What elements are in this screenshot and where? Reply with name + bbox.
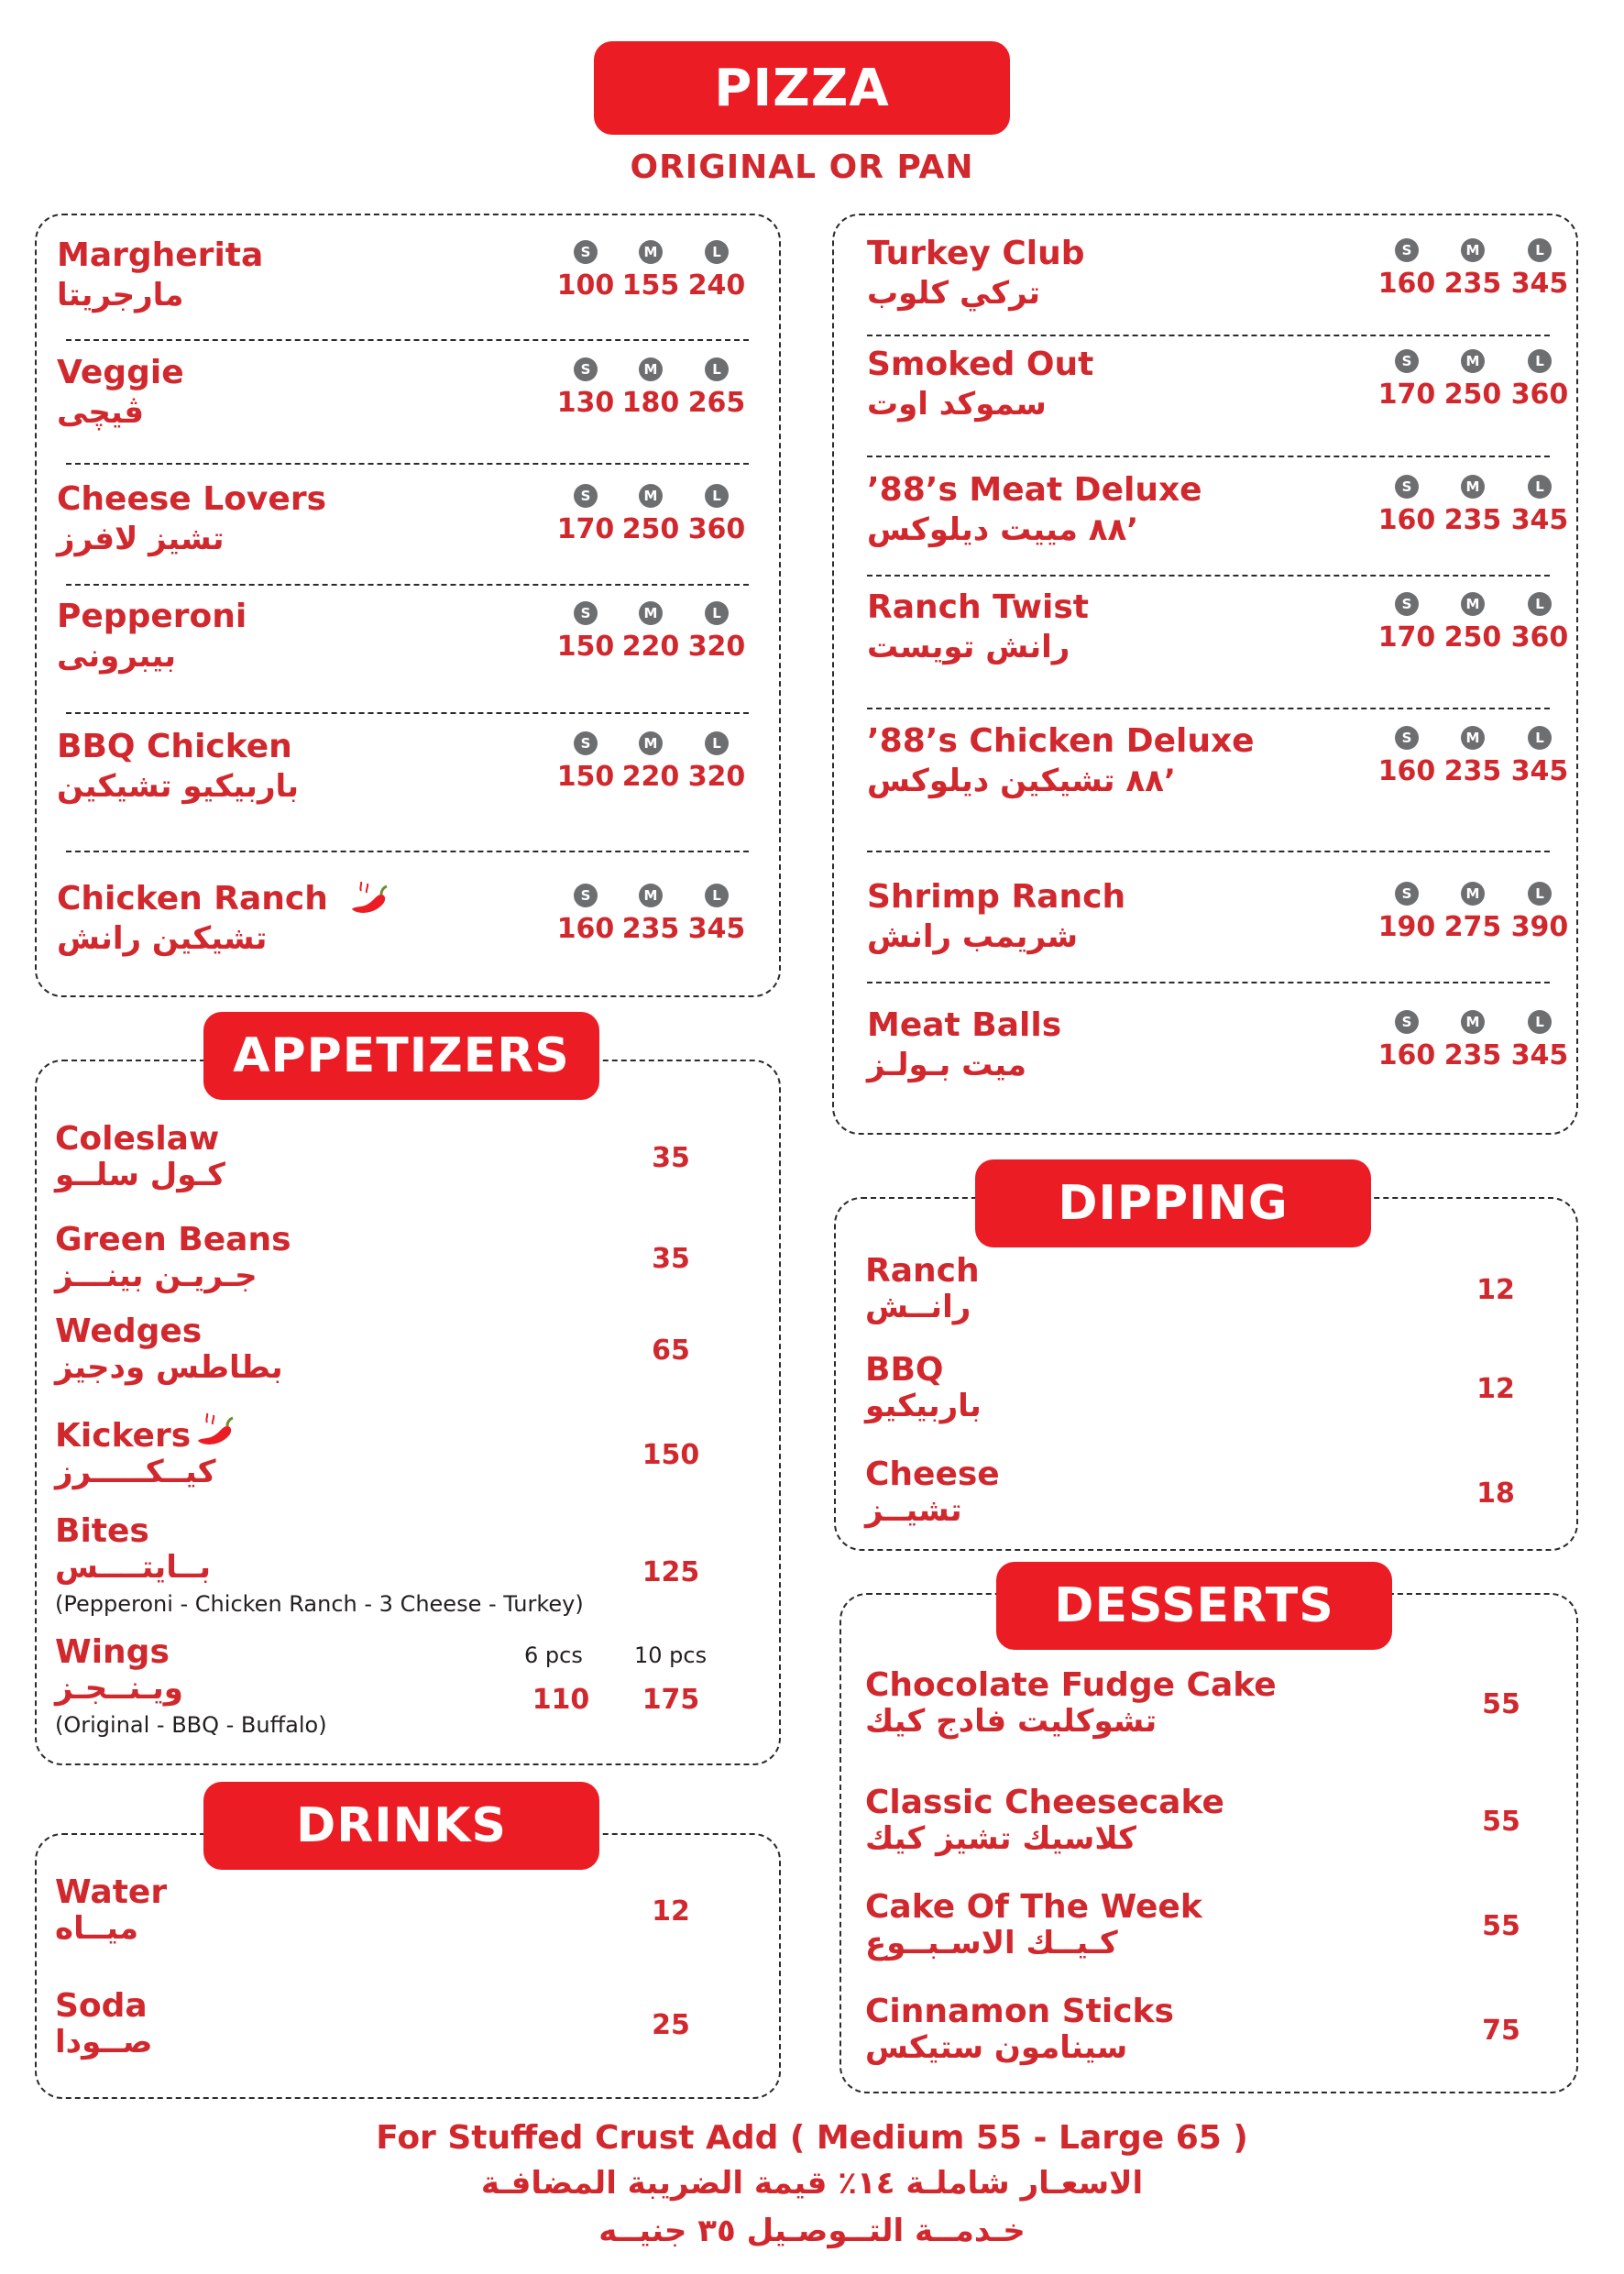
pizza-name-ar: ميت بـولـز [867, 1047, 1027, 1083]
pizza-name-ar: شريمب رانش [867, 918, 1079, 955]
wings-name-en: Wings [55, 1633, 170, 1671]
size-badge-l: L [1528, 1010, 1552, 1034]
dashed-divider [867, 335, 1550, 336]
size-badge-l: L [1528, 882, 1552, 906]
pizza-subtitle: ORIGINAL OR PAN [630, 148, 974, 186]
appetizers-name-ar: بطاطس ودجيز [55, 1349, 283, 1386]
dipping-name-en: BBQ [865, 1351, 944, 1389]
footer-delivery-note: خـدمــة التــوصـيل ٣٥ جنيــه [598, 2213, 1026, 2249]
appetizers-name-en: Coleslaw [55, 1120, 220, 1158]
pizza-price-s: 160 [1377, 268, 1436, 300]
drinks-name-ar: ميــاه [55, 1910, 139, 1947]
pizza-name-ar: ڤيچى [57, 394, 145, 431]
appetizers-name-ar: كيــكـــــرز [55, 1454, 216, 1490]
pizza-price-s: 160 [1377, 1039, 1436, 1071]
appetizers-price: 35 [652, 1243, 690, 1275]
chili-pepper-icon [194, 1413, 235, 1450]
desserts-price: 55 [1482, 1688, 1520, 1720]
desserts-name-ar: كلاسيك تشيز كيك [865, 1820, 1136, 1857]
dashed-divider [867, 982, 1550, 983]
desserts-price: 75 [1482, 2015, 1520, 2047]
pizza-name-ar: سموكد اوت [867, 386, 1047, 423]
dashed-divider [66, 339, 749, 341]
pizza-price-m: 250 [1443, 379, 1502, 411]
pizza-price-s: 160 [1377, 504, 1436, 536]
appetizers-price: 65 [652, 1335, 690, 1367]
pizza-price-m: 235 [1443, 268, 1502, 300]
pizza-name-ar: تشيكين رانش [57, 920, 268, 957]
desserts-price: 55 [1482, 1806, 1520, 1838]
dashed-divider [867, 456, 1550, 457]
dipping-price: 12 [1476, 1274, 1515, 1306]
pizza-price-l: 265 [687, 387, 746, 419]
size-badge-m: M [1461, 349, 1485, 373]
pizza-name-en: Cheese Lovers [57, 480, 326, 518]
footer-tax-note: الاسعـار شاملـة ١٤٪ قيمة الضريبة المضافـة [480, 2165, 1144, 2202]
desserts-name-ar: سينامون ستيكس [865, 2029, 1128, 2066]
pizza-price-l: 345 [1510, 268, 1569, 300]
drinks-price: 12 [652, 1895, 690, 1928]
size-badge-m: M [1461, 475, 1485, 499]
size-badge-s: S [1395, 592, 1419, 616]
wings-col-10pcs: 10 pcs [634, 1642, 708, 1668]
size-badge-s: S [1395, 349, 1419, 373]
dipping-name-ar: رانــش [865, 1289, 971, 1325]
dashed-divider [66, 851, 749, 852]
appetizers-name-ar: كـول سلــو [55, 1157, 225, 1193]
pizza-price-m: 250 [1443, 621, 1502, 654]
size-badge-m: M [1461, 726, 1485, 750]
pizza-price-s: 160 [1377, 755, 1436, 787]
pizza-name-en: Meat Balls [867, 1006, 1062, 1044]
size-badge-l: L [705, 240, 729, 264]
pizza-name-ar: ’٨٨ مييت ديلوكس [867, 511, 1139, 548]
pizza-price-l: 345 [687, 913, 746, 945]
size-badge-l: L [705, 357, 729, 381]
pizza-name-ar: باربيكيو تشيكين [57, 768, 300, 805]
size-badge-l: L [705, 484, 729, 508]
size-badge-l: L [705, 731, 729, 755]
size-badge-l: L [1528, 592, 1552, 616]
dashed-divider [66, 712, 749, 714]
appetizers-name-ar: بــايتــــس [55, 1549, 211, 1586]
pizza-price-s: 170 [556, 513, 615, 545]
pizza-price-s: 170 [1377, 379, 1436, 411]
size-badge-m: M [639, 484, 663, 508]
size-badge-l: L [1528, 475, 1552, 499]
size-badge-s: S [574, 884, 598, 907]
appetizers-name-en: Wedges [55, 1313, 203, 1350]
pizza-price-m: 235 [1443, 504, 1502, 536]
desserts-name-en: Classic Cheesecake [865, 1784, 1224, 1821]
desserts-name-ar: تشوكليت فادج كيك [865, 1703, 1158, 1740]
pizza-name-ar: تشيز لافرز [57, 521, 225, 557]
pizza-price-l: 360 [1510, 621, 1569, 654]
dashed-divider [66, 463, 749, 465]
dashed-divider [867, 851, 1550, 852]
dashed-divider [867, 575, 1550, 577]
size-badge-s: S [574, 601, 598, 625]
dipping-section-title: DIPPING [975, 1159, 1371, 1247]
appetizers-name-en: Green Beans [55, 1221, 291, 1258]
dipping-price: 18 [1476, 1478, 1515, 1510]
size-badge-m: M [639, 731, 663, 755]
pizza-name-en: Smoked Out [867, 346, 1094, 383]
pizza-name-en: BBQ Chicken [57, 728, 292, 765]
pizza-name-ar: رانش تويست [867, 629, 1070, 665]
drinks-price: 25 [652, 2009, 690, 2041]
size-badge-l: L [705, 601, 729, 625]
size-badge-m: M [1461, 882, 1485, 906]
pizza-price-s: 190 [1377, 911, 1436, 943]
pizza-price-l: 345 [1510, 1039, 1569, 1071]
pizza-name-en: Turkey Club [867, 235, 1085, 272]
size-badge-m: M [1461, 238, 1485, 262]
pizza-name-en: Pepperoni [57, 598, 247, 635]
dipping-name-en: Ranch [865, 1252, 980, 1290]
pizza-price-l: 345 [1510, 755, 1569, 787]
desserts-price: 55 [1482, 1910, 1520, 1942]
pizza-price-m: 235 [621, 913, 680, 945]
size-badge-s: S [1395, 238, 1419, 262]
size-badge-m: M [639, 884, 663, 907]
appetizers-name-en: Kickers [55, 1417, 192, 1455]
pizza-price-m: 275 [1443, 911, 1502, 943]
size-badge-m: M [639, 240, 663, 264]
pizza-price-s: 170 [1377, 621, 1436, 654]
pizza-price-l: 390 [1510, 911, 1569, 943]
size-badge-s: S [574, 240, 598, 264]
size-badge-l: L [1528, 238, 1552, 262]
appetizers-price: 150 [642, 1439, 700, 1471]
drinks-name-en: Soda [55, 1987, 148, 2025]
pizza-name-ar: تركي كلوب [867, 275, 1041, 312]
wings-price-6pcs: 110 [532, 1684, 590, 1716]
drinks-name-ar: صــودا [55, 2024, 153, 2060]
appetizers-price: 125 [642, 1556, 700, 1588]
size-badge-l: L [1528, 726, 1552, 750]
dipping-name-en: Cheese [865, 1456, 1000, 1493]
appetizers-name-en: Bites [55, 1512, 149, 1550]
desserts-name-en: Cake Of The Week [865, 1888, 1202, 1926]
wings-price-10pcs: 175 [642, 1684, 700, 1716]
size-badge-m: M [1461, 1010, 1485, 1034]
pizza-price-s: 160 [556, 913, 615, 945]
dashed-divider [867, 708, 1550, 709]
pizza-section-title: PIZZA [594, 41, 1010, 135]
pizza-price-l: 360 [1510, 379, 1569, 411]
size-badge-s: S [574, 357, 598, 381]
size-badge-s: S [1395, 475, 1419, 499]
desserts-name-en: Chocolate Fudge Cake [865, 1666, 1277, 1704]
dipping-price: 12 [1476, 1373, 1515, 1405]
pizza-name-en: Shrimp Ranch [867, 878, 1126, 916]
drinks-section-title: DRINKS [203, 1782, 599, 1870]
pizza-price-s: 150 [556, 761, 615, 793]
size-badge-s: S [1395, 882, 1419, 906]
pizza-price-m: 220 [621, 761, 680, 793]
appetizers-note: (Pepperoni - Chicken Ranch - 3 Cheese - Turkey) [55, 1591, 584, 1617]
dipping-name-ar: تشيــز [865, 1492, 962, 1529]
pizza-price-l: 320 [687, 761, 746, 793]
pizza-price-m: 180 [621, 387, 680, 419]
size-badge-l: L [1528, 349, 1552, 373]
pizza-price-m: 235 [1443, 755, 1502, 787]
pizza-name-en: Chicken Ranch [57, 880, 328, 917]
desserts-name-en: Cinnamon Sticks [865, 1993, 1174, 2030]
pizza-name-ar: ’٨٨ تشيكين ديلوكس [867, 763, 1176, 799]
size-badge-s: S [574, 731, 598, 755]
size-badge-m: M [639, 601, 663, 625]
size-badge-s: S [1395, 726, 1419, 750]
size-badge-m: M [1461, 592, 1485, 616]
size-badge-m: M [639, 357, 663, 381]
pizza-price-s: 150 [556, 631, 615, 663]
pizza-price-l: 360 [687, 513, 746, 545]
size-badge-s: S [574, 484, 598, 508]
footer-stuffed-crust: For Stuffed Crust Add ( Medium 55 - Large 65 ) [376, 2119, 1248, 2157]
desserts-section-title: DESSERTS [996, 1562, 1392, 1650]
pizza-price-m: 250 [621, 513, 680, 545]
size-badge-l: L [705, 884, 729, 907]
wings-name-ar: ويـنــجـز [55, 1670, 183, 1707]
appetizers-name-ar: جـريـن بينـــز [55, 1258, 258, 1294]
wings-col-6pcs: 6 pcs [524, 1642, 583, 1668]
appetizers-price: 35 [652, 1142, 690, 1174]
dashed-divider [66, 584, 749, 586]
pizza-price-l: 320 [687, 631, 746, 663]
pizza-name-ar: بيبرونى [57, 638, 176, 675]
drinks-name-en: Water [55, 1873, 168, 1911]
pizza-name-en: Ranch Twist [867, 588, 1089, 626]
dipping-name-ar: باربيكيو [865, 1388, 982, 1424]
pizza-price-l: 345 [1510, 504, 1569, 536]
desserts-name-ar: كـيــك الاسـبــوع [865, 1925, 1118, 1961]
pizza-price-m: 235 [1443, 1039, 1502, 1071]
pizza-price-s: 130 [556, 387, 615, 419]
pizza-name-ar: مارجريتا [57, 277, 184, 313]
size-badge-s: S [1395, 1010, 1419, 1034]
pizza-price-s: 100 [556, 269, 615, 302]
appetizers-section-title: APPETIZERS [203, 1012, 599, 1100]
pizza-name-en: ’88’s Meat Deluxe [867, 471, 1202, 509]
pizza-name-en: Margherita [57, 236, 264, 274]
pizza-price-m: 155 [621, 269, 680, 302]
pizza-price-l: 240 [687, 269, 746, 302]
wings-note: (Original - BBQ - Buffalo) [55, 1712, 327, 1738]
pizza-name-en: ’88’s Chicken Deluxe [867, 722, 1255, 760]
pizza-price-m: 220 [621, 631, 680, 663]
pizza-name-en: Veggie [57, 354, 184, 391]
chili-pepper-icon [348, 882, 389, 918]
